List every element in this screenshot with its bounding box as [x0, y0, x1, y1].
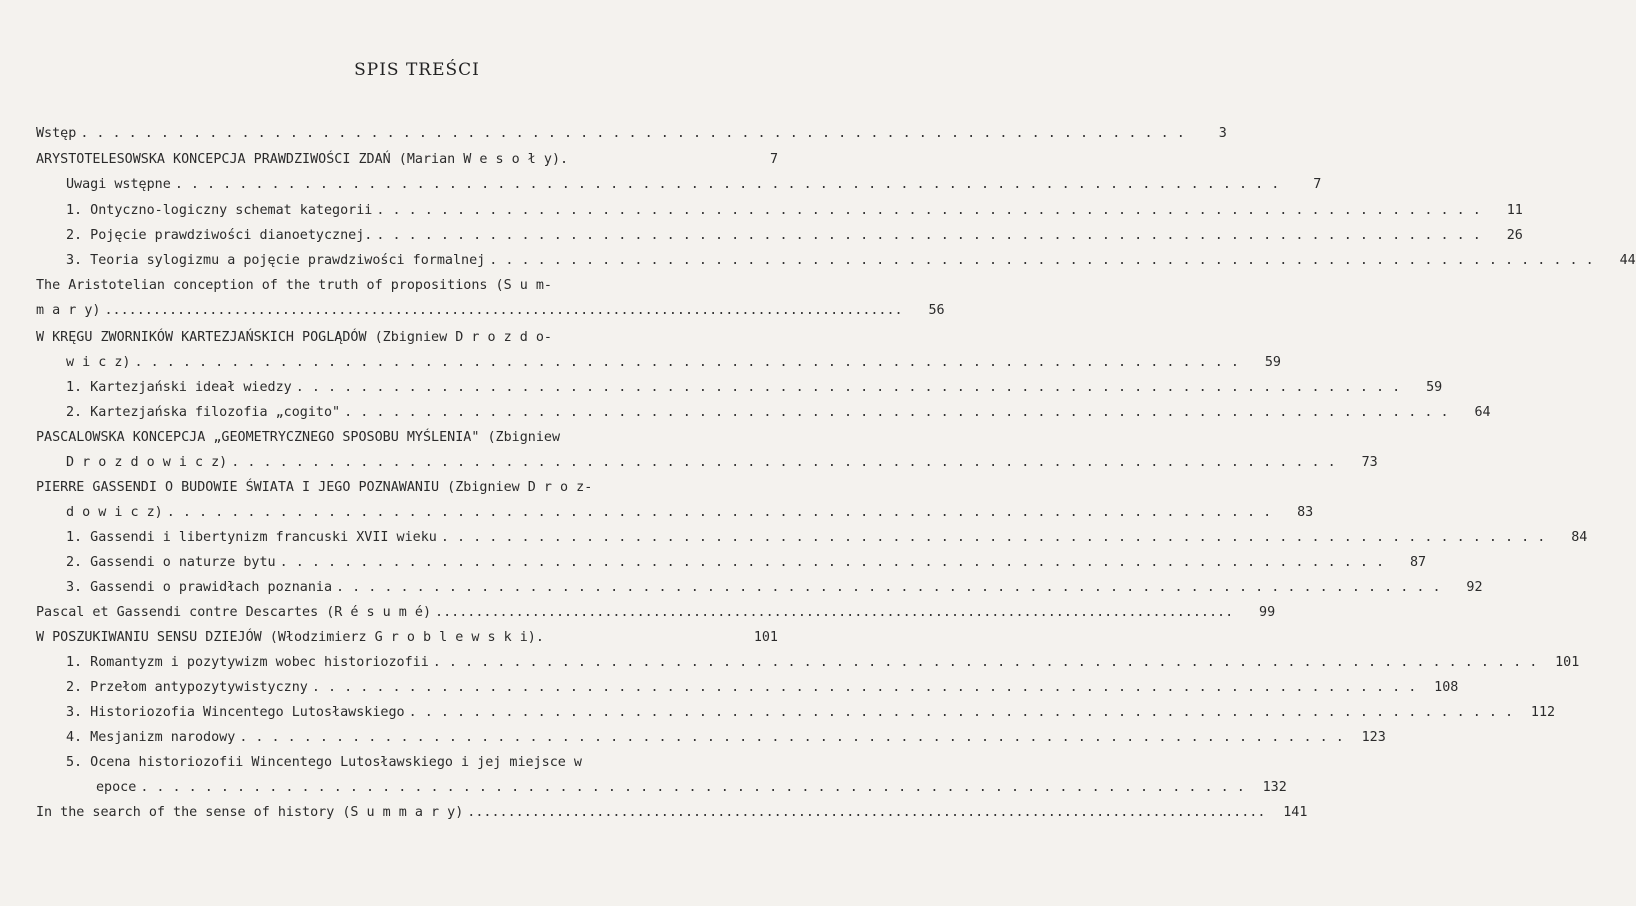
toc-entry-text: d o w i c z) — [66, 505, 163, 520]
leader-dots: . . . . . . . . . . . . . . . . . . . . . . . . . . . . . . . . . . . . . . . . . . . . . . . . . . . . . . . . . . . . . . . . . . . . . — [140, 780, 1245, 795]
toc-entry — [36, 328, 734, 348]
toc-entry-page: 73 — [1361, 455, 1378, 470]
toc-entry-text: Pascal et Gassendi contre Descartes (R é s u m é) — [36, 605, 432, 620]
toc-entry — [66, 553, 1427, 573]
toc-entry — [66, 226, 1523, 246]
toc-entry-page: 132 — [1262, 780, 1287, 795]
toc-entry — [36, 124, 1227, 144]
toc-entry — [66, 753, 734, 773]
toc-entry — [66, 378, 1443, 398]
leader-dots: . . . . . . . . . . . . . . . . . . . . . . . . . . . . . . . . . . . . . . . . . . . . . . . . . . . . . . . . . . . . . . . . . . . . . — [344, 405, 1449, 420]
toc-entry-text: 4. Mesjanizm narodowy — [66, 730, 236, 745]
page-title: SPIS TREŚCI — [354, 60, 480, 80]
toc-entry — [36, 428, 734, 448]
toc-entry — [36, 628, 778, 648]
toc-entry-page: 64 — [1474, 405, 1491, 420]
leader-dots: . . . . . . . . . . . . . . . . . . . . . . . . . . . . . . . . . . . . . . . . . . . . . . . . . . . . . . . . . . . . . . . . . . . . . — [336, 580, 1441, 595]
toc-entry — [66, 453, 1378, 473]
toc-entry-page: 123 — [1361, 730, 1386, 745]
toc-entry-page: 26 — [1506, 228, 1523, 243]
toc-entry-page: 83 — [1297, 505, 1314, 520]
toc-entry-text: In the search of the sense of history (S u m m a r y) — [36, 805, 464, 820]
toc-entry — [66, 251, 1636, 271]
leader-dots: . . . . . . . . . . . . . . . . . . . . . . . . . . . . . . . . . . . . . . . . . . . . . . . . . . . . . . . . . . . . . . . . . . . . . — [174, 177, 1280, 192]
toc-entry-page: 87 — [1409, 555, 1427, 570]
toc-entry-page: 108 — [1434, 680, 1459, 695]
leader-dots: . . . . . . . . . . . . . . . . . . . . . . . . . . . . . . . . . . . . . . . . . . . . . . . . . . . . . . . . . . . . . . . . . . . . . — [432, 655, 1538, 670]
toc-entry-text: 2. Pojęcie prawdziwości dianoetycznej. — [66, 228, 373, 243]
toc-entry-text: 3. Gassendi o prawidłach poznania — [66, 580, 333, 595]
toc-entry-text: epoce — [96, 780, 137, 795]
toc-entry-page: 101 — [1555, 655, 1580, 670]
toc-entry-page: 99 — [1259, 605, 1276, 620]
toc-entry-page: 56 — [928, 303, 945, 318]
toc-entry — [66, 201, 1523, 221]
toc-entry-page: 59 — [1264, 355, 1281, 370]
toc-entry — [36, 603, 1276, 623]
leader-dots: . . . . . . . . . . . . . . . . . . . . . . . . . . . . . . . . . . . . . . . . . . . . . . . . . . . . . . . . . . . . . . . . . . . . . — [279, 555, 1385, 570]
toc-entry — [66, 353, 1281, 373]
leader-dots: . . . . . . . . . . . . . . . . . . . . . . . . . . . . . . . . . . . . . . . . . . . . . . . . . . . . . . . . . . . . . . . . . . . . . — [489, 253, 1594, 268]
leader-dots: . . . . . . . . . . . . . . . . . . . . . . . . . . . . . . . . . . . . . . . . . . . . . . . . . . . . . . . . . . . . . . . . . . . . . — [440, 530, 1546, 545]
leader-dots: . . . . . . . . . . . . . . . . . . . . . . . . . . . . . . . . . . . . . . . . . . . . . . . . . . . . . . . . . . . . . . . . . . . . . — [80, 126, 1185, 141]
toc-entry-text: 3. Historiozofia Wincentego Lutosławskiego — [66, 705, 405, 720]
toc-entry — [96, 778, 1287, 798]
toc-entry-text: W KRĘGU ZWORNIKÓW KARTEZJAŃSKICH POGLĄDÓW (Zbigniew D r o z d o- — [36, 330, 552, 345]
toc-entry-text: 1. Kartezjański ideał wiedzy — [66, 380, 292, 395]
toc-entry-text: w i c z) — [66, 355, 131, 370]
toc-entry-text: 2. Przełom antypozytywistyczny — [66, 680, 308, 695]
toc-entry-page: 44 — [1619, 253, 1636, 268]
leader-dots: ................................................................................................... — [104, 303, 903, 318]
toc-entry-text: Uwagi wstępne — [66, 177, 171, 192]
toc-entry-text: ARYSTOTELESOWSKA KONCEPCJA PRAWDZIWOŚCI ZDAŃ (Marian W e s o ł y). — [36, 152, 569, 167]
toc-entry-page: 92 — [1466, 580, 1483, 595]
toc-entry — [36, 301, 945, 321]
toc-entry-page: 3 — [1218, 126, 1227, 141]
leader-dots: . . . . . . . . . . . . . . . . . . . . . . . . . . . . . . . . . . . . . . . . . . . . . . . . . . . . . . . . . . . . . . . . . . . . . — [166, 505, 1272, 520]
leader-dots: . . . . . . . . . . . . . . . . . . . . . . . . . . . . . . . . . . . . . . . . . . . . . . . . . . . . . . . . . . . . . . . . . . . . . — [311, 680, 1417, 695]
toc-entry-text: 1. Romantyzm i pozytywizm wobec historiozofii — [66, 655, 429, 670]
leader-dots: . . . . . . . . . . . . . . . . . . . . . . . . . . . . . . . . . . . . . . . . . . . . . . . . . . . . . . . . . . . . . . . . . . . . . — [295, 380, 1401, 395]
toc-entry — [36, 803, 1308, 823]
leader-dots: . . . . . . . . . . . . . . . . . . . . . . . . . . . . . . . . . . . . . . . . . . . . . . . . . . . . . . . . . . . . . . . . . . . . . — [231, 455, 1336, 470]
toc-entry — [66, 703, 1556, 723]
leader-dots: ................................................................................................... — [467, 805, 1266, 820]
toc-entry-page: 84 — [1571, 530, 1588, 545]
toc-entry-text: D r o z d o w i c z) — [66, 455, 228, 470]
toc-entry-text: Wstęp — [36, 126, 77, 141]
toc-entry — [66, 678, 1459, 698]
leader-dots: . . . . . . . . . . . . . . . . . . . . . . . . . . . . . . . . . . . . . . . . . . . . . . . . . . . . . . . . . . . . . . . . . . . . . — [376, 203, 1481, 218]
toc-entry — [66, 503, 1314, 523]
toc-entry — [66, 728, 1386, 748]
toc-entry-text: PASCALOWSKA KONCEPCJA „GEOMETRYCZNEGO SPOSOBU MYŚLENIA" (Zbigniew — [36, 430, 561, 445]
toc-entry — [66, 578, 1483, 598]
toc-entry-page: 7 — [769, 152, 778, 167]
toc-entry — [36, 276, 734, 296]
toc-entry-text: 2. Gassendi o naturze bytu — [66, 555, 276, 570]
toc-entry-text: 3. Teoria sylogizmu a pojęcie prawdziwości formalnej — [66, 253, 486, 268]
toc-entry-text: The Aristotelian conception of the truth of propositions (S u m- — [36, 278, 552, 293]
toc-entry — [36, 478, 734, 498]
toc-entry — [66, 175, 1322, 195]
toc-entry-page: 59 — [1426, 380, 1443, 395]
toc-entry — [36, 150, 778, 170]
leader-dots: . . . . . . . . . . . . . . . . . . . . . . . . . . . . . . . . . . . . . . . . . . . . . . . . . . . . . . . . . . . . . . . . . . . . . — [239, 730, 1344, 745]
toc-entry-text: PIERRE GASSENDI O BUDOWIE ŚWIATA I JEGO POZNAWANIU (Zbigniew D r o z- — [36, 480, 593, 495]
toc-entry-page: 112 — [1530, 705, 1556, 720]
toc-entry — [66, 403, 1491, 423]
leader-dots: . . . . . . . . . . . . . . . . . . . . . . . . . . . . . . . . . . . . . . . . . . . . . . . . . . . . . . . . . . . . . . . . . . . . . — [408, 705, 1514, 720]
toc-entry-text: m a r y) — [36, 303, 101, 318]
toc-entry-text: 2. Kartezjańska filozofia „cogito" — [66, 405, 341, 420]
toc-entry-text: 1. Ontyczno-logiczny schemat kategorii — [66, 203, 373, 218]
toc-entry-page: 11 — [1506, 203, 1523, 218]
toc-entry-page: 7 — [1313, 177, 1322, 192]
toc-entry-page: 101 — [753, 630, 778, 645]
toc-entry — [66, 528, 1588, 548]
toc-entry-page: 141 — [1283, 805, 1308, 820]
leader-dots: . . . . . . . . . . . . . . . . . . . . . . . . . . . . . . . . . . . . . . . . . . . . . . . . . . . . . . . . . . . . . . . . . . . . . — [134, 355, 1239, 370]
toc-entry-text: 1. Gassendi i libertynizm francuski XVII wieku — [66, 530, 437, 545]
toc-entry — [66, 653, 1580, 673]
toc-entry-text: 5. Ocena historiozofii Wincentego Lutosławskiego i jej miejsce w — [66, 755, 582, 770]
leader-dots: ................................................................................................... — [435, 605, 1234, 620]
toc-entry-text: W POSZUKIWANIU SENSU DZIEJÓW (Włodzimierz G r o b l e w s k i). — [36, 630, 544, 645]
leader-dots: . . . . . . . . . . . . . . . . . . . . . . . . . . . . . . . . . . . . . . . . . . . . . . . . . . . . . . . . . . . . . . . . . . . . . — [376, 228, 1481, 243]
